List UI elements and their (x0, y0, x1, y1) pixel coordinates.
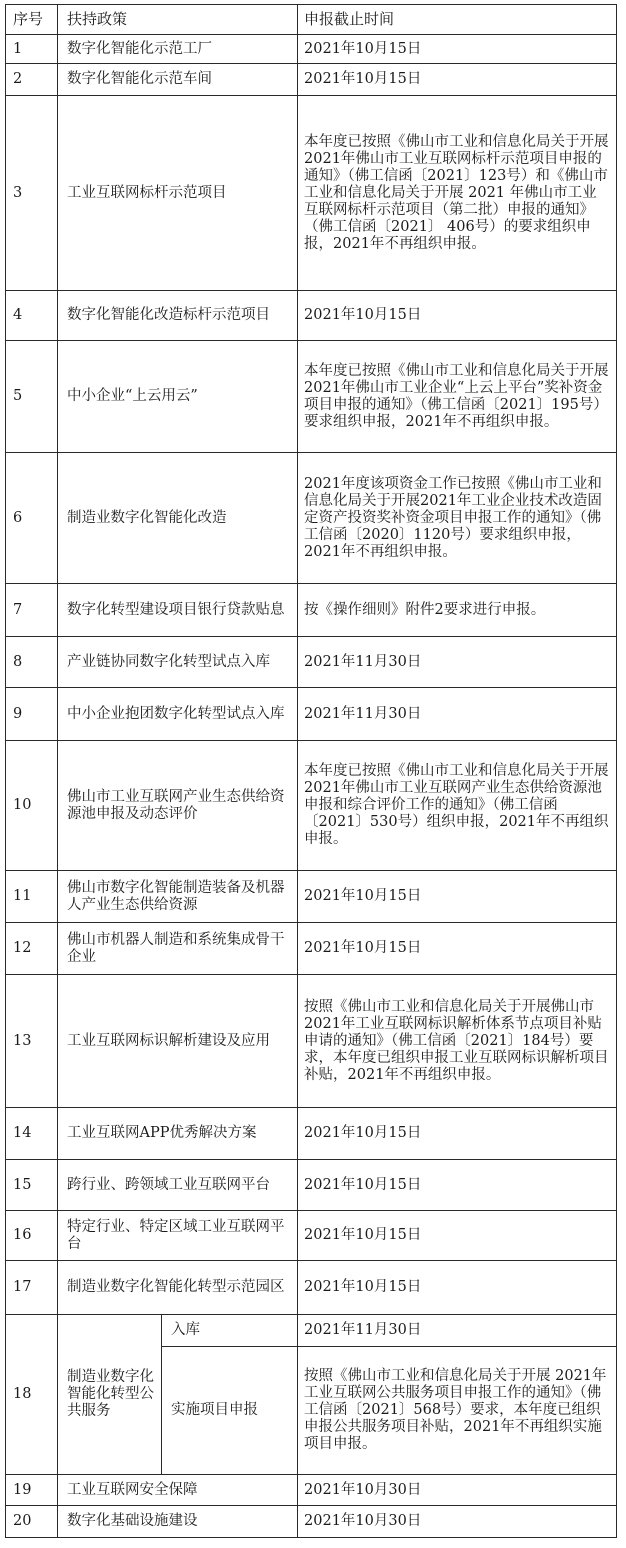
row-policy: 数字化智能化示范工厂 (58, 35, 298, 64)
row-deadline: 本年度已按照《佛山市工业和信息化局关于开展2021年佛山市工业互联网标杆示范项目申报的通知》（佛工信函〔2021〕123号）和《佛山市工业和信息化局关于开展 2021 年佛山市工业互联网标杆示范项目（第二批）申报的通知》（佛工信函〔2021〕 406号）的要求组织申报，2021年不再组织申报。 (298, 96, 617, 291)
row-policy: 跨行业、跨领域工业互联网平台 (58, 1160, 298, 1211)
row-deadline: 2021年度该项资金工作已按照《佛山市工业和信息化局关于开展2021年工业企业技术改造固定资产投资奖补资金项目申报工作的通知》（佛工信函〔2020〕1120号）要求组织申报，2021年不再组织申报。 (298, 453, 617, 584)
row-policy: 工业互联网标杆示范项目 (58, 96, 298, 291)
row-policy: 数字化转型建设项目银行贷款贴息 (58, 584, 298, 637)
row-deadline: 2021年11月30日 (298, 637, 617, 688)
row-index: 4 (6, 291, 58, 341)
table-row (6, 453, 617, 584)
row-deadline: 2021年11月30日 (298, 1315, 617, 1347)
table-row (6, 975, 617, 1108)
row-index: 3 (6, 96, 58, 291)
row-policy: 工业互联网标识解析建设及应用 (58, 975, 298, 1108)
row-deadline: 2021年10月15日 (298, 1211, 617, 1261)
table-row (6, 1211, 617, 1261)
row-deadline: 2021年10月15日 (298, 1160, 617, 1211)
row-deadline: 2021年10月30日 (298, 1475, 617, 1506)
row-index: 2 (6, 64, 58, 96)
row-deadline: 2021年11月30日 (298, 688, 617, 741)
row-policy: 数字化智能化示范车间 (58, 64, 298, 96)
header-index: 序号 (6, 5, 58, 35)
row-deadline: 2021年10月15日 (298, 1261, 617, 1315)
row-index: 19 (6, 1475, 58, 1506)
row-deadline: 按照《佛山市工业和信息化局关于开展佛山市2021年工业互联网标识解析体系节点项目补贴申请的通知》（佛工信函〔2021〕184号）要求，本年度已组织申报工业互联网标识解析项目补贴，2021年不再组织申报。 (298, 975, 617, 1108)
row-index: 14 (6, 1108, 58, 1160)
policy-table (5, 4, 617, 1538)
table-row (6, 1108, 617, 1160)
row-policy: 制造业数字化智能化转型公共服务 (58, 1315, 162, 1475)
table-row (6, 35, 617, 64)
table-row (6, 688, 617, 741)
sub-item-label: 实施项目申报 (162, 1347, 298, 1475)
row-deadline: 2021年10月15日 (298, 1108, 617, 1160)
row-deadline: 本年度已按照《佛山市工业和信息化局关于开展2021年佛山市工业互联网产业生态供给资源池申报和综合评价工作的通知》（佛工信函〔2021〕530号）组织申报，2021年不再组织申报。 (298, 741, 617, 871)
row-deadline: 2021年10月15日 (298, 871, 617, 923)
table-row (6, 1160, 617, 1211)
row-index: 1 (6, 35, 58, 64)
row-index: 9 (6, 688, 58, 741)
row-deadline: 按《操作细则》附件2要求进行申报。 (298, 584, 617, 637)
row-index: 16 (6, 1211, 58, 1261)
row-index: 13 (6, 975, 58, 1108)
row-policy: 佛山市机器人制造和系统集成骨干企业 (58, 923, 298, 975)
row-index: 8 (6, 637, 58, 688)
row-index: 5 (6, 341, 58, 453)
table-row (6, 291, 617, 341)
row-deadline: 2021年10月15日 (298, 291, 617, 341)
row-policy: 中小企业抱团数字化转型试点入库 (58, 688, 298, 741)
row-index: 7 (6, 584, 58, 637)
row-policy: 工业互联网APP优秀解决方案 (58, 1108, 298, 1160)
table-row (6, 64, 617, 96)
table-row (6, 1475, 617, 1506)
row-index: 11 (6, 871, 58, 923)
table-row (6, 584, 617, 637)
row-policy: 特定行业、特定区域工业互联网平台 (58, 1211, 298, 1261)
row-index: 10 (6, 741, 58, 871)
row-index: 18 (6, 1315, 58, 1475)
row-policy: 产业链协同数字化转型试点入库 (58, 637, 298, 688)
row-policy: 中小企业“上云用云” (58, 341, 298, 453)
row-index: 17 (6, 1261, 58, 1315)
sub-item-label: 入库 (162, 1315, 298, 1347)
table-row (6, 871, 617, 923)
row-deadline: 2021年10月30日 (298, 1506, 617, 1538)
row-index: 12 (6, 923, 58, 975)
row-policy: 数字化基础设施建设 (58, 1506, 298, 1538)
row-deadline: 2021年10月15日 (298, 64, 617, 96)
row-policy: 制造业数字化智能化转型示范园区 (58, 1261, 298, 1315)
row-deadline: 2021年10月15日 (298, 35, 617, 64)
row-index: 20 (6, 1506, 58, 1538)
row-index: 6 (6, 453, 58, 584)
row-policy: 数字化智能化改造标杆示范项目 (58, 291, 298, 341)
table-row (6, 1506, 617, 1538)
table-row (6, 1315, 617, 1347)
row-deadline: 2021年10月15日 (298, 923, 617, 975)
table-row (6, 741, 617, 871)
table-row (6, 96, 617, 291)
header-deadline: 申报截止时间 (298, 5, 617, 35)
table-row (6, 923, 617, 975)
row-policy: 制造业数字化智能化改造 (58, 453, 298, 584)
row-deadline: 按照《佛山市工业和信息化局关于开展 2021年工业互联网公共服务项目申报工作的通知》（佛工信函〔2021〕568号）要求，本年度已组织申报公共服务项目补贴，2021年不再组织实施项目申报。 (298, 1347, 617, 1475)
table-row (6, 637, 617, 688)
row-policy: 佛山市工业互联网产业生态供给资源池申报及动态评价 (58, 741, 298, 871)
table-row (6, 1261, 617, 1315)
row-policy: 工业互联网安全保障 (58, 1475, 298, 1506)
table-header-row (6, 5, 617, 35)
table-row (6, 341, 617, 453)
row-index: 15 (6, 1160, 58, 1211)
row-deadline: 本年度已按照《佛山市工业和信息化局关于开展2021年佛山市工业企业“上云上平台”奖补资金项目申报的通知》（佛工信函〔2021〕195号）要求组织申报，2021年不再组织申报。 (298, 341, 617, 453)
row-policy: 佛山市数字化智能制造装备及机器人产业生态供给资源 (58, 871, 298, 923)
header-policy: 扶持政策 (58, 5, 298, 35)
